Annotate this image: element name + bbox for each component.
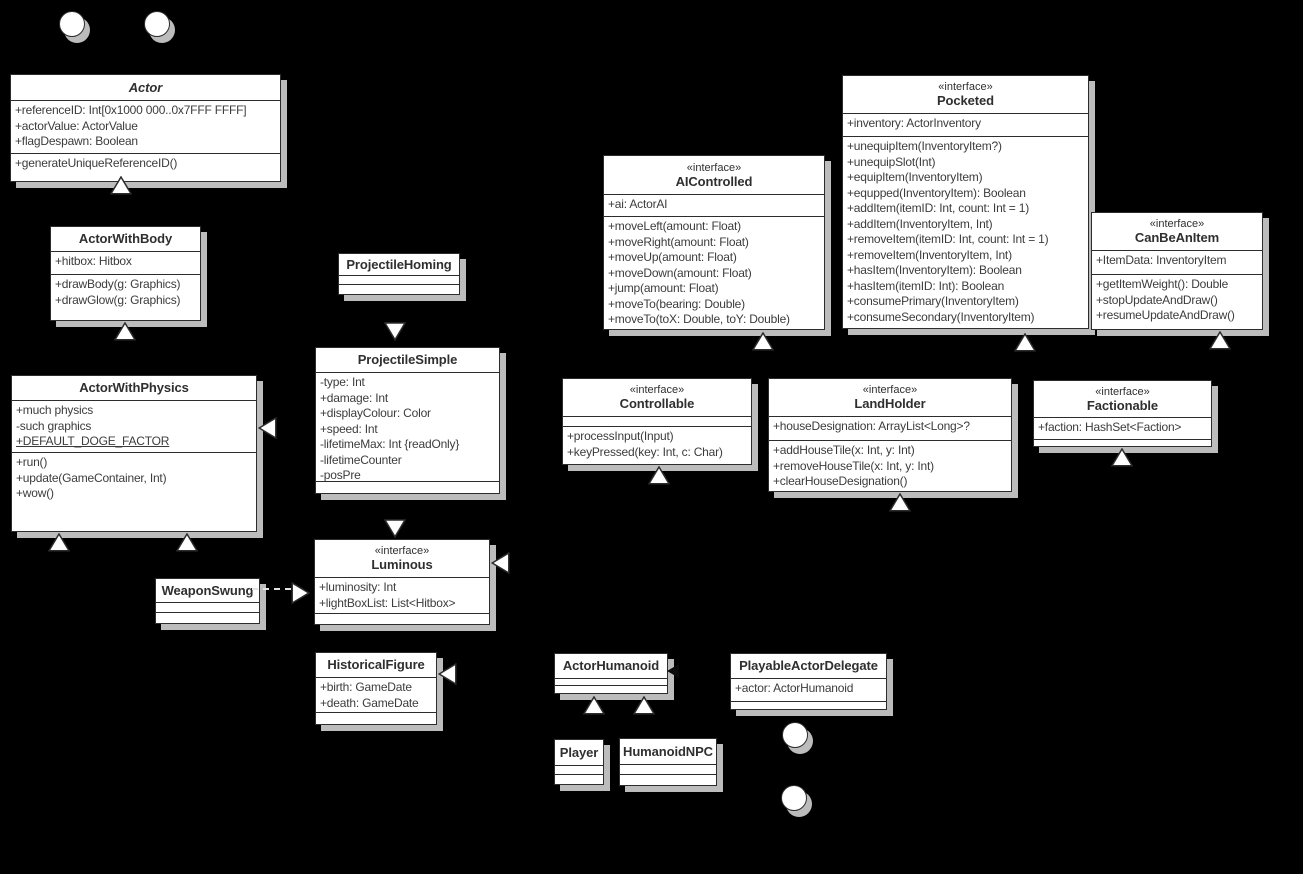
methods-compartment (843, 136, 1088, 328)
class-member: +ItemData: InventoryItem (1096, 253, 1227, 267)
class-name: ActorHumanoid (562, 658, 660, 673)
class-member: +luminosity: Int (319, 580, 397, 594)
class-title (563, 379, 751, 416)
class-actor-humanoid[interactable] (554, 653, 668, 694)
class-member: +moveTo(toX: Double, toY: Double) (608, 312, 790, 326)
attributes-compartment (620, 764, 716, 774)
attributes-compartment (1092, 250, 1262, 274)
class-member: +addHouseTile(x: Int, y: Int) (773, 443, 915, 457)
realization-dashed-line (252, 588, 291, 590)
class-title (1092, 213, 1262, 250)
attributes-compartment (339, 275, 459, 284)
methods-compartment (11, 153, 280, 181)
class-member: +moveTo(bearing: Double) (608, 296, 745, 311)
class-title (51, 227, 200, 251)
methods-compartment (1034, 439, 1211, 446)
class-name: CanBeAnItem (1134, 230, 1220, 245)
attributes-compartment (316, 677, 436, 712)
inheritance-arrow-up-icon (1209, 331, 1231, 350)
class-name: HumanoidNPC (623, 743, 713, 759)
stereotype-label: «interface» (938, 81, 993, 93)
inheritance-arrow-up-icon (752, 332, 774, 351)
class-title (11, 75, 280, 100)
inheritance-arrow-up-icon (633, 696, 655, 715)
association-arrow-notch-icon (667, 664, 679, 678)
class-member: +processInput(Input) (567, 429, 674, 443)
class-member: +keyPressed(key: Int, c: Char) (567, 444, 723, 459)
methods-compartment (1092, 274, 1262, 329)
class-member: -lifetimeMax: Int {readOnly} (320, 437, 460, 451)
class-projectile-simple[interactable] (315, 347, 500, 494)
class-member: +death: GameDate (320, 695, 419, 710)
class-member: +run() (16, 455, 48, 469)
class-player[interactable] (554, 739, 604, 785)
interface-pocketed[interactable] (842, 75, 1089, 329)
attributes-compartment (769, 416, 1011, 440)
inheritance-arrow-up-icon (176, 533, 198, 552)
class-name: WeaponSwung (161, 582, 254, 598)
class-name: HistoricalFigure (327, 657, 425, 672)
class-member: +consumeSecondary(InventoryItem) (847, 309, 1035, 324)
class-member: +jump(amount: Float) (608, 281, 719, 295)
class-member: +drawGlow(g: Graphics) (55, 292, 181, 307)
class-name: LandHolder (854, 396, 926, 411)
class-title (339, 254, 459, 275)
class-name: ProjectileSimple (357, 352, 458, 367)
inheritance-arrow-left-icon (491, 552, 510, 574)
attributes-compartment (315, 577, 489, 613)
class-actor-with-body[interactable] (50, 226, 201, 321)
class-member: -lifetimeCounter (320, 452, 402, 467)
class-member: +stopUpdateAndDraw() (1096, 292, 1218, 307)
interface-ai-controlled[interactable] (603, 155, 825, 330)
class-member: -type: Int (320, 375, 365, 389)
attributes-compartment (731, 678, 886, 701)
class-title (620, 739, 716, 764)
class-actor[interactable] (10, 74, 281, 182)
attributes-compartment (563, 416, 751, 426)
attributes-compartment (1034, 417, 1211, 439)
interface-can-be-an-item[interactable] (1091, 212, 1263, 330)
class-member: +moveUp(amount: Float) (608, 250, 737, 264)
class-member: +flagDespawn: Boolean (15, 134, 138, 148)
methods-compartment (316, 481, 499, 493)
stereotype-label: «interface» (862, 384, 918, 396)
class-member: +update(GameContainer, Int) (16, 470, 167, 485)
class-title (555, 654, 667, 678)
methods-compartment (339, 284, 459, 294)
attributes-compartment (604, 194, 824, 216)
methods-compartment (12, 452, 256, 531)
class-member: +generateUniqueReferenceID() (15, 156, 178, 170)
methods-compartment (769, 440, 1011, 491)
inheritance-arrow-left-icon (438, 663, 457, 685)
attributes-compartment (843, 113, 1088, 136)
lollipop-interface-circle[interactable] (782, 722, 808, 748)
interface-factionable[interactable] (1033, 380, 1212, 447)
class-title (12, 376, 256, 400)
class-name: PlayableActorDelegate (739, 658, 878, 673)
class-title (555, 740, 603, 765)
inheritance-arrow-down-icon (384, 519, 406, 538)
class-member: +hitbox: Hitbox (55, 254, 132, 268)
class-name: ProjectileHoming (346, 256, 452, 272)
attributes-compartment (51, 251, 200, 274)
class-name: Factionable (1086, 397, 1159, 413)
class-historical-figure[interactable] (315, 652, 437, 725)
inheritance-arrow-up-icon (48, 533, 70, 552)
methods-compartment (51, 274, 200, 320)
realization-arrow-right-icon (291, 582, 310, 604)
methods-compartment (315, 613, 489, 624)
class-member: +clearHouseDesignation() (773, 474, 908, 488)
class-member: -posPre (320, 468, 361, 481)
class-title (1034, 381, 1211, 417)
class-member: +inventory: ActorInventory (847, 116, 981, 130)
class-member: +much physics (16, 403, 94, 417)
class-member: +equpped(InventoryItem): Boolean (847, 185, 1026, 200)
class-member: +houseDesignation: ArrayList<Long>? (773, 419, 970, 433)
class-member: +wow() (16, 486, 54, 500)
class-member: +getItemWeight(): Double (1096, 277, 1229, 291)
class-title (316, 653, 436, 677)
interface-land-holder[interactable] (768, 378, 1012, 492)
stereotype-label: «interface» (374, 545, 430, 557)
class-member: +resumeUpdateAndDraw() (1096, 308, 1235, 322)
inheritance-arrow-up-icon (1111, 448, 1133, 467)
class-title (156, 579, 259, 602)
attributes-compartment (555, 765, 603, 774)
class-member: +unequipItem(InventoryItem?) (847, 139, 1002, 153)
class-member: -such graphics (16, 418, 92, 433)
class-member: +faction: HashSet<Faction> (1038, 420, 1182, 434)
lollipop-interface-circle[interactable] (781, 785, 807, 811)
inheritance-arrow-left-icon (258, 417, 277, 439)
stereotype-label: «interface» (1149, 218, 1205, 230)
lollipop-interface-circle[interactable] (59, 11, 85, 37)
methods-compartment (316, 712, 436, 724)
class-member: +removeHouseTile(x: Int, y: Int) (773, 458, 934, 473)
inheritance-arrow-up-icon (648, 466, 670, 485)
class-member: +moveRight(amount: Float) (608, 234, 749, 249)
stereotype-label: «interface» (686, 161, 742, 174)
inheritance-arrow-up-icon (889, 493, 911, 512)
class-member: +hasItem(InventoryItem): Boolean (847, 263, 1022, 277)
class-member: +drawBody(g: Graphics) (55, 277, 181, 291)
class-member: +referenceID: Int[0x1000 000..0x7FFF FFFF] (15, 103, 247, 117)
class-projectile-homing[interactable] (338, 253, 460, 295)
class-playable-actor-delegate[interactable] (730, 653, 887, 710)
class-weapon-swung[interactable] (155, 578, 260, 624)
class-member: +addItem(InventoryItem, Int) (847, 216, 993, 231)
attributes-compartment (316, 372, 499, 481)
class-title (769, 379, 1011, 416)
methods-compartment (620, 774, 716, 785)
class-name: ActorWithPhysics (79, 380, 189, 395)
class-member: +moveLeft(amount: Float) (608, 219, 741, 233)
class-member: +hasItem(itemID: Int): Boolean (847, 278, 1005, 293)
attributes-compartment (156, 602, 259, 612)
interface-controllable[interactable] (562, 378, 752, 465)
inheritance-arrow-up-icon (583, 696, 605, 715)
class-name: Luminous (371, 557, 433, 572)
class-member: +speed: Int (320, 421, 378, 436)
class-member: +birth: GameDate (320, 680, 412, 694)
class-name: Controllable (619, 396, 695, 411)
methods-compartment (563, 426, 751, 464)
class-humanoid-npc[interactable] (619, 738, 717, 786)
inheritance-arrow-up-icon (114, 322, 136, 341)
class-title (604, 156, 824, 194)
class-name: Actor (128, 79, 163, 95)
class-member: +consumePrimary(InventoryItem) (847, 294, 1019, 308)
inheritance-arrow-up-icon (110, 176, 132, 195)
class-title (315, 540, 489, 577)
class-title (731, 654, 886, 678)
class-title (843, 76, 1088, 113)
class-member: +equipItem(InventoryItem) (847, 170, 983, 184)
attributes-compartment (555, 678, 667, 685)
methods-compartment (731, 701, 886, 709)
class-member: +DEFAULT_DOGE_FACTOR (16, 434, 170, 448)
class-member: +addItem(itemID: Int, count: Int = 1) (847, 201, 1030, 215)
lollipop-interface-circle[interactable] (144, 11, 170, 37)
class-member: +unequipSlot(Int) (847, 154, 936, 169)
class-member: +lightBoxList: List<Hitbox> (319, 595, 456, 610)
methods-compartment (604, 216, 824, 329)
class-member: +ai: ActorAI (608, 197, 668, 211)
stereotype-label: «interface» (629, 384, 685, 396)
class-member: +displayColour: Color (320, 406, 431, 420)
stereotype-label: «interface» (1095, 385, 1150, 398)
class-member: +actor: ActorHumanoid (735, 681, 854, 695)
class-member: +removeItem(itemID: Int, count: Int = 1) (847, 232, 1049, 246)
class-member: +moveDown(amount: Float) (608, 265, 752, 280)
attributes-compartment (12, 400, 256, 452)
inheritance-arrow-up-icon (1014, 333, 1036, 352)
class-name: Pocketed (936, 93, 994, 108)
interface-luminous[interactable] (314, 539, 490, 625)
methods-compartment (156, 612, 259, 623)
methods-compartment (555, 774, 603, 784)
class-member: +actorValue: ActorValue (15, 118, 138, 133)
class-name: AIControlled (675, 173, 753, 189)
class-title (316, 348, 499, 372)
class-member: +damage: Int (320, 390, 388, 405)
class-actor-with-physics[interactable] (11, 375, 257, 532)
class-name: ActorWithBody (78, 231, 173, 246)
class-member: +removeItem(InventoryItem, Int) (847, 247, 1012, 262)
attributes-compartment (11, 100, 280, 153)
class-name: Player (559, 744, 599, 760)
inheritance-arrow-down-icon (384, 322, 406, 341)
methods-compartment (555, 685, 667, 693)
